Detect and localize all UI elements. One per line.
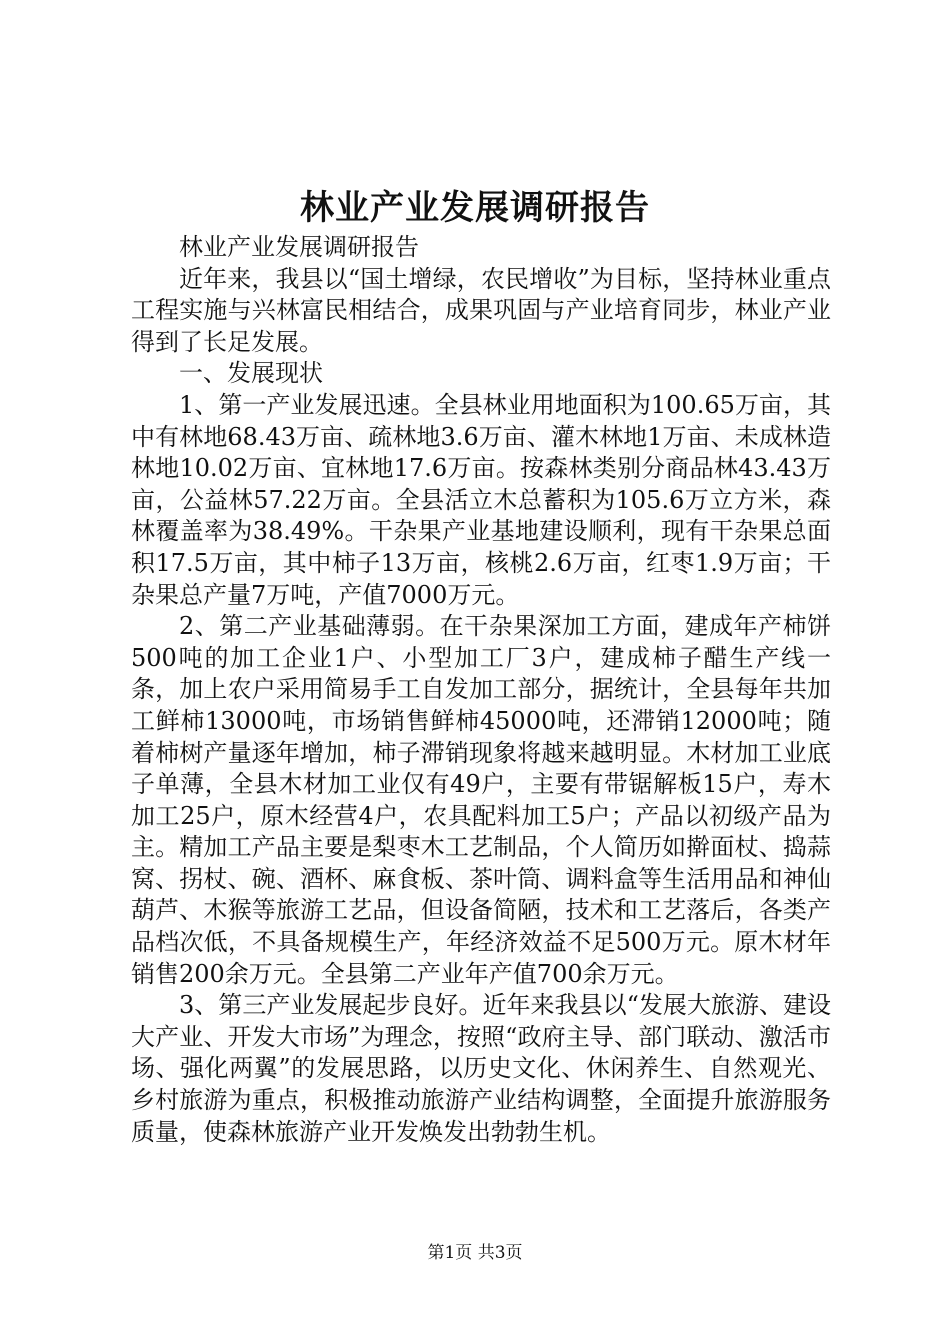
page-number-footer: 第1页 共3页 [427,1243,523,1263]
document-body [131,232,831,1148]
paragraph-subtitle: 林业产业发展调研报告 [179,233,419,261]
paragraph-tertiary-industry: 3、第三产业发展起步良好。近年来我县以“发展大旅游、建设大产业、开发大市场”为理念，按照“政府主导、部门联动、激活市场、强化两翼”的发展思路，以历史文化、休闲养生、自然观光、乡村旅游为重点，积极推动旅游产业结构调整，全面提升旅游服务质量，使森林旅游产业开发焕发出勃勃生机。 [131,991,831,1146]
paragraph-intro: 近年来，我县以“国土增绿，农民增收”为目标，坚持林业重点工程实施与兴林富民相结合，成果巩固与产业培育同步，林业产业得到了长足发展。 [131,264,831,356]
paragraph-secondary-industry: 2、第二产业基础薄弱。在干杂果深加工方面，建成年产柿饼500吨的加工企业1户、小型加工厂3户，建成柿子醋生产线一条，加上农户采用简易手工自发加工部分，据统计，全县每年共加工鲜柿13000吨，市场销售鲜柿45000吨，还滞销12000吨；随着柿树产量逐年增加，柿子滞销现象将越来越明显。木材加工业底子单薄，全县木材加工业仅有49户，主要有带锯解板15户，寿木加工25户，原木经营4户，农具配料加工5户；产品以初级产品为主。精加工产品主要是梨枣木工艺制品，个人简历如擀面杖、捣蒜窝、拐杖、碗、酒杯、麻食板、茶叶筒、调料盒等生活用品和神仙葫芦、木猴等旅游工艺品，但设备简陋，技术和工艺落后，各类产品档次低，不具备规模生产，年经济效益不足500万元。原木材年销售200余万元。全县第二产业年产值700余万元。 [131,612,831,988]
section-heading: 一、发展现状 [179,359,323,388]
paragraph-primary-industry: 1、第一产业发展迅速。全县林业用地面积为100.65万亩，其中有林地68.43万亩、疏林地3.6万亩、灌木林地1万亩、未成林造林地10.02万亩、宜林地17.6万亩。按森林类别分商品林43.43万亩，公益林57.22万亩。全县活立木总蓄积为105.6万立方米，森林覆盖率为38.49%。干杂果产业基地建设顺利，现有干杂果总面积17.5万亩，其中柿子13万亩，核桃2.6万亩，红枣1.9万亩；干杂果总产量7万吨，产值7000万元。 [131,390,831,609]
document-title: 林业产业发展调研报告 [300,188,650,228]
